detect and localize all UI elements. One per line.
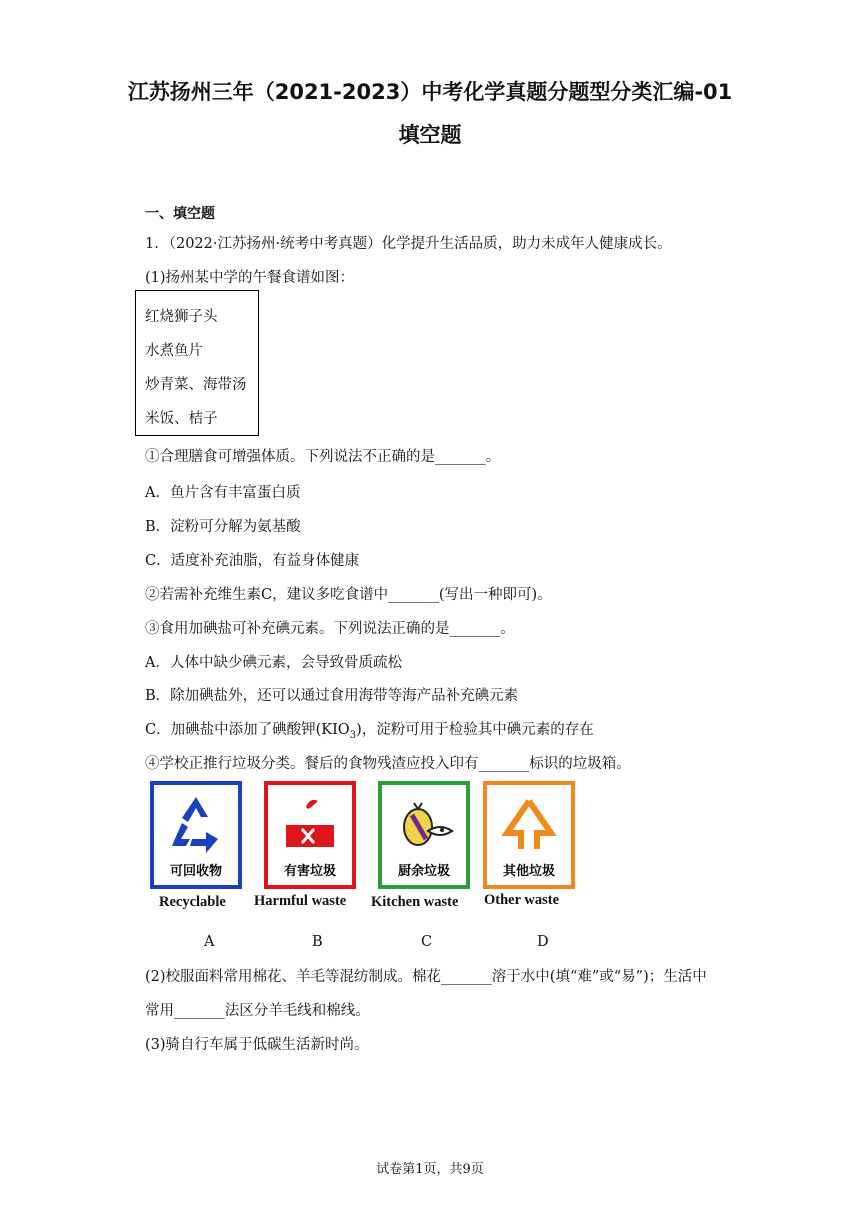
- kitchen-bin-sign: [378, 781, 470, 889]
- doc-title-line1: 江苏扬州三年（2021-2023）中考化学真题分题型分类汇编-01: [127, 80, 733, 104]
- part1-text: (1)扬州某中学的午餐食谱如图：: [145, 270, 355, 286]
- option-letter: B: [312, 934, 323, 950]
- q1-option-b: B．淀粉可分解为氨基酸: [145, 519, 301, 535]
- menu-item: 水煮鱼片: [145, 343, 203, 359]
- doc-title-line2: 填空题: [398, 123, 462, 147]
- other-bin-sign: [483, 781, 575, 889]
- section-heading: 一、填空题: [145, 206, 215, 222]
- q3-text: ③食用加碘盐可补充碘元素。下列说法正确的是_______。: [145, 621, 515, 637]
- part3-text: (3)骑自行车属于低碳生活新时尚。: [145, 1037, 369, 1053]
- bin-label-cn: 可回收物: [169, 864, 222, 879]
- option-letter: D: [537, 934, 549, 950]
- q4-text: ④学校正推行垃圾分类。餐后的食物残渣应投入印有_______标识的垃圾箱。: [145, 756, 631, 772]
- part2-line1: (2)校服面料常用棉花、羊毛等混纺制成。棉花_______溶于水中(填“难”或“易”)；生活中: [145, 969, 707, 985]
- other-waste-icon: [497, 793, 561, 857]
- part2-line2: 常用_______法区分羊毛线和棉线。: [145, 1003, 370, 1019]
- food-waste-icon: [392, 793, 456, 857]
- option-letter: C: [421, 934, 433, 950]
- bin-label-en: Harmful waste: [254, 893, 347, 909]
- option-letter: A: [204, 934, 215, 950]
- recycle-icon: [164, 793, 228, 857]
- q1-option-a: A．鱼片含有丰富蛋白质: [145, 485, 301, 501]
- q1-option-c: C．适度补充油脂，有益身体健康: [145, 553, 360, 569]
- bin-label-en: Kitchen waste: [371, 894, 459, 910]
- recyclable-bin-sign: [150, 781, 242, 889]
- bin-label-cn: 有害垃圾: [283, 864, 336, 879]
- lunch-menu-box: [135, 290, 259, 436]
- q2-text: ②若需补充维生素C，建议多吃食谱中_______(写出一种即可)。: [145, 587, 552, 603]
- bin-label-en: Other waste: [484, 892, 560, 908]
- q3-option-a: A．人体中缺少碘元素，会导致骨质疏松: [145, 655, 402, 671]
- harmful-bin-sign: [264, 781, 356, 889]
- q3-option-b: B．除加碘盐外，还可以通过食用海带等海产品补充碘元素: [145, 688, 519, 704]
- question-intro: 1．（2022·江苏扬州·统考中考真题）化学提升生活品质，助力未成年人健康成长。: [145, 236, 672, 252]
- q1-text: ①合理膳食可增强体质。下列说法不正确的是_______。: [145, 449, 501, 465]
- hazard-battery-icon: [278, 793, 342, 857]
- bin-label-cn: 其他垃圾: [502, 864, 555, 879]
- bin-label-cn: 厨余垃圾: [397, 864, 450, 879]
- menu-item: 红烧狮子头: [145, 309, 218, 325]
- menu-item: 米饭、桔子: [145, 411, 218, 427]
- q3-option-c: C．加碘盐中添加了碘酸钾$(KIO_3)$，淀粉可用于检验其中碘元素的存在: [145, 722, 594, 741]
- menu-item: 炒青菜、海带汤: [145, 377, 247, 393]
- page-footer: 试卷第1页，共9页: [376, 1162, 484, 1177]
- bin-label-en: Recyclable: [159, 894, 226, 910]
